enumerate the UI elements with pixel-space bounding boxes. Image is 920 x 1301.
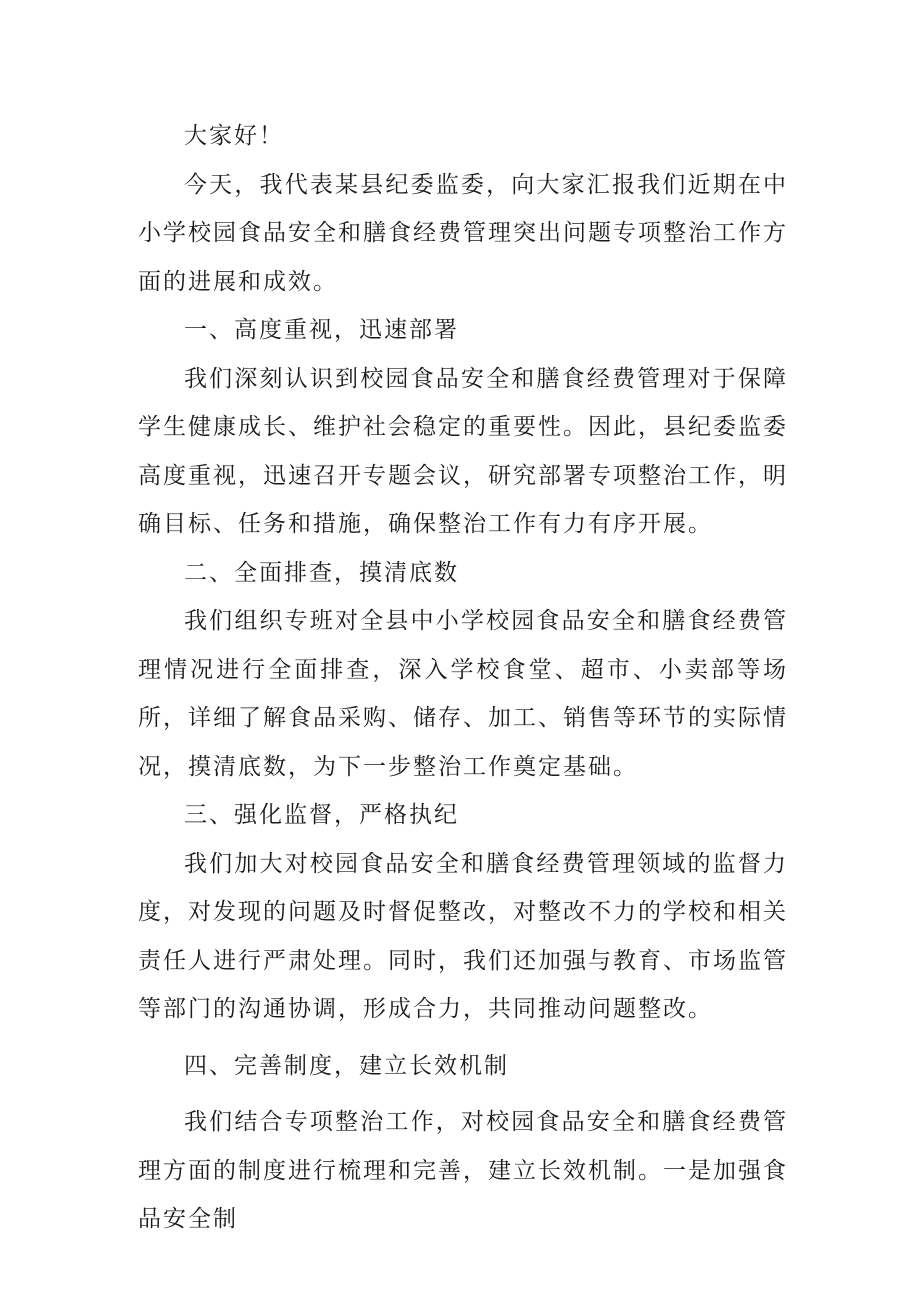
greeting: 大家好！ (184, 123, 284, 149)
section-body-1: 我们深刻认识到校园食品安全和膳食经费管理对于保障学生健康成长、维护社会稳定的重要性。因此，县纪委监委高度重视，迅速召开专题会议，研究部署专项整治工作，明确目标、任务和措施，确保整治工作有力有序开展。 (138, 365, 788, 537)
document-body (138, 112, 788, 1244)
section-body-2: 我们组织专班对全县中小学校园食品安全和膳食经费管理情况进行全面排查，深入学校食堂、超市、小卖部等场所，详细了解食品采购、储存、加工、销售等环节的实际情况，摸清底数，为下一步整治工作奠定基础。 (138, 608, 788, 780)
section-heading-2: 二、全面排查，摸清底数 (184, 559, 459, 586)
section-heading-1: 一、高度重视，迅速部署 (184, 317, 459, 343)
section-heading-3: 三、强化监督，严格执纪 (184, 802, 459, 828)
section-heading-4: 四、完善制度，建立长效机制 (184, 1052, 509, 1079)
intro-paragraph: 今天，我代表某县纪委监委，向大家汇报我们近期在中小学校园食品安全和膳食经费管理突出问题专项整治工作方面的进展和成效。 (138, 171, 788, 295)
section-body-3: 我们加大对校园食品安全和膳食经费管理领域的监督力度，对发现的问题及时督促整改，对整改不力的学校和相关责任人进行严肃处理。同时，我们还加强与教育、市场监管等部门的沟通协调，形成合力，共同推动问题整改。 (138, 850, 788, 1022)
section-body-4: 我们结合专项整治工作，对校园食品安全和膳食经费管理方面的制度进行梳理和完善，建立长效机制。一是加强食品安全制 (138, 1109, 788, 1232)
